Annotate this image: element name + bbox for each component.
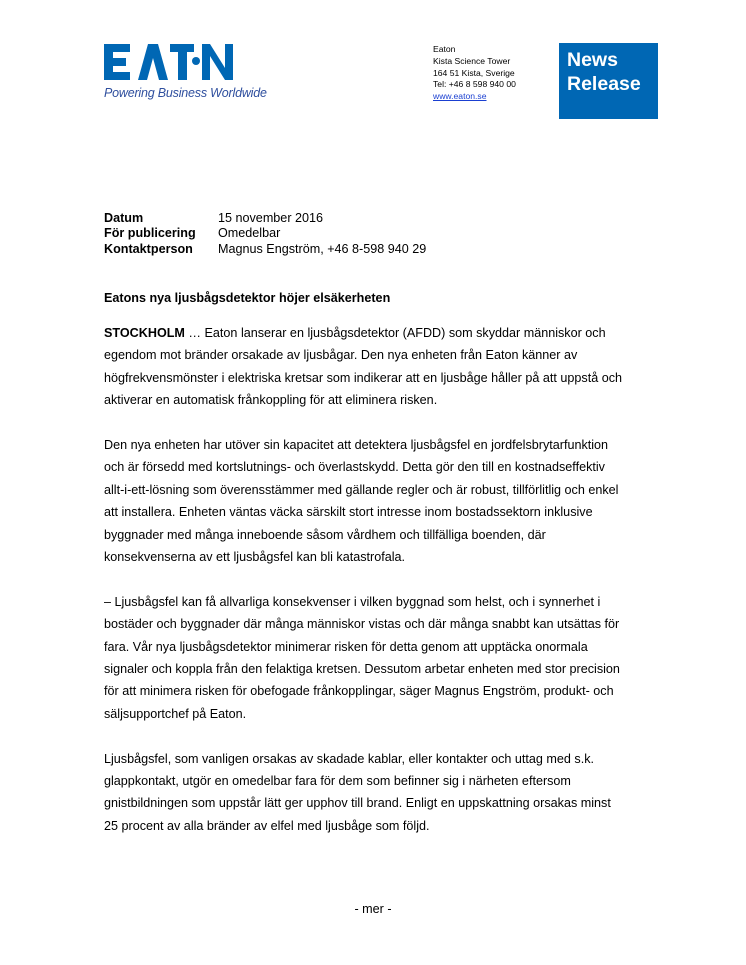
news-release-line1: News: [567, 49, 618, 71]
meta-row: [104, 211, 426, 226]
article-body: [104, 322, 664, 860]
address-line: Eaton: [433, 44, 456, 54]
address-line: 164 51 Kista, Sverige: [433, 67, 515, 78]
address-line: Kista Science Tower: [433, 55, 511, 66]
text-line: bostäder och byggnader där många människor vistas och där många snabbt kan utsättas för: [104, 617, 620, 632]
text-line: och är försedd med kortslutnings- och överlastskydd. Detta gör den till en kostnadseffektiv: [104, 460, 605, 475]
text-line: – Ljusbågsfel kan få allvarliga konsekvenser i vilken byggnad som helst, och i synnerhet i: [104, 594, 601, 609]
text-line: signaler och koppla från den felaktiga kretsen. Dessutom arbetar enheten med stor precision: [104, 662, 620, 677]
text-line: Den nya enheten har utöver sin kapacitet att detektera ljusbågsfel en jordfelsbrytarfunktion: [104, 438, 609, 453]
meta-label: För publicering: [104, 226, 196, 241]
text-line: att installera. Enheten väntas väcka särskilt stort intresse inom bostadssektorn inklusive: [104, 505, 593, 520]
eaton-wordmark-icon: [104, 42, 234, 82]
text-line: högfrekvensmönster i elektriska kretsar som indikerar att en ljusbåge håller på att uppstå och: [104, 370, 623, 385]
text-line: fara. Vår nya ljusbågsdetektor minimerar risken för detta genom att upptäcka onormala: [104, 639, 588, 654]
text-line: [104, 322, 664, 344]
meta-row: [104, 226, 426, 241]
news-release-line2: Release: [567, 73, 641, 95]
text-line: glappkontakt, utgör en omedelbar fara för dem som befinner sig i närheten eftersom: [104, 774, 571, 789]
news-release-badge: [559, 43, 658, 119]
text-line: säljsupportchef på Eaton.: [104, 706, 247, 721]
dateline: STOCKHOLM: [104, 326, 185, 340]
paragraph: [104, 591, 664, 725]
release-meta: [104, 211, 426, 257]
text-line: Ljusbågsfel, som vanligen orsakas av skadade kablar, eller kontakter och uttag med s.k.: [104, 751, 595, 766]
paragraph: [104, 434, 664, 568]
meta-value: Omedelbar: [218, 226, 281, 241]
text-segment: … Eaton lanserar en ljusbågsdetektor (AFDD) som skyddar människor och: [184, 326, 606, 340]
text-line: aktiverar en automatisk frånkoppling för att eliminera risken.: [104, 393, 438, 408]
text-line: konsekvenserna av ett ljusbågsfel kan bli katastrofala.: [104, 550, 406, 565]
meta-label: Datum: [104, 211, 144, 225]
text-line: egendom mot bränder orsakade av ljusbågar. Den nya enheten från Eaton känner av: [104, 348, 578, 363]
text-line: byggnader med många inneboende såsom vårdhem och tillfälliga boenden, där: [104, 527, 546, 542]
website-link[interactable]: www.eaton.se: [433, 91, 487, 102]
text-line: för att minimera risken för obefogade frånkopplingar, säger Magnus Engström, produkt- och: [104, 684, 614, 699]
paragraph: [104, 748, 664, 838]
meta-value: Magnus Engström, +46 8-598 940 29: [218, 241, 427, 256]
logo-tagline: Powering Business Worldwide: [104, 86, 267, 100]
text-line: 25 procent av alla bränder av elfel med ljusbåge som följd.: [104, 818, 430, 833]
meta-row: [104, 242, 426, 257]
continued-marker: - mer -: [354, 902, 392, 916]
headline: Eatons nya ljusbågsdetektor höjer elsäkerheten: [104, 291, 391, 305]
meta-value: 15 november 2016: [218, 211, 324, 225]
company-address: [433, 44, 516, 103]
meta-label: Kontaktperson: [104, 241, 193, 256]
address-phone: Tel: +46 8 598 940 00: [433, 79, 516, 90]
text-line: gnistbildningen som uppstår lätt ger upphov till brand. Enligt en uppskattning orsakas minst: [104, 796, 611, 811]
eaton-logo[interactable]: [104, 42, 284, 106]
paragraph: [104, 322, 664, 412]
text-line: allt-i-ett-lösning som överensstämmer med gällande regler och är robust, tillförlitlig och enkel: [104, 482, 619, 497]
